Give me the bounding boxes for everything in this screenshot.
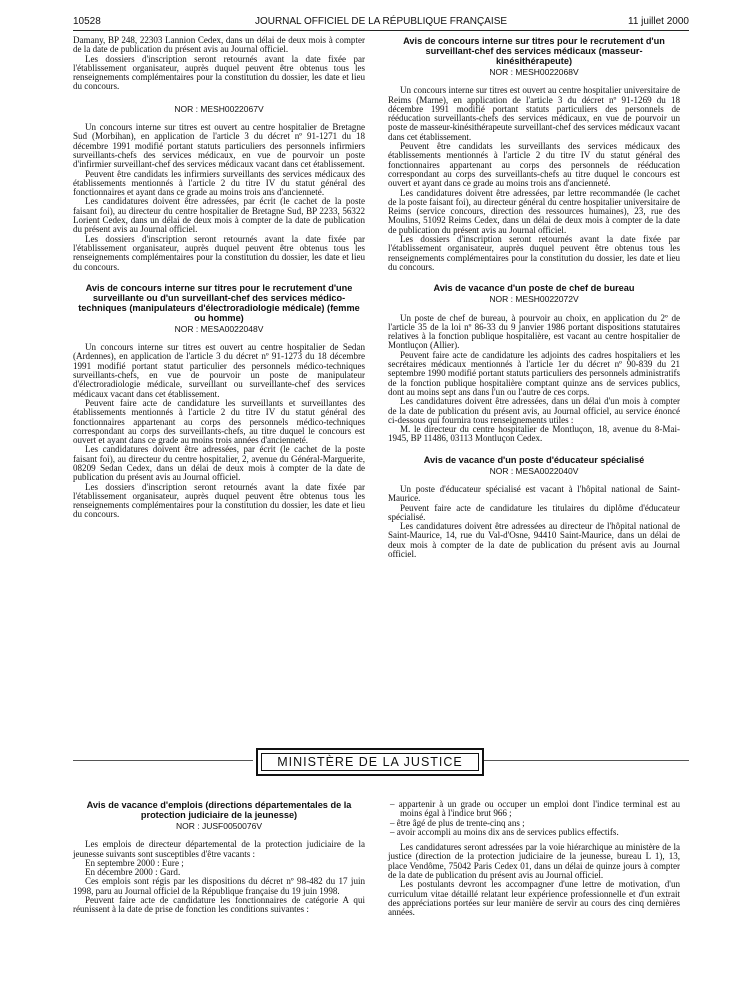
section-title: Avis de vacance d'emplois (directions départementales de la protection judiciaire de la jeunesse): [86, 800, 352, 820]
paragraph: Les postulants devront les accompagner d'une lettre de motivation, d'un curriculum vitae détaillé relatant leur expérience professionnelle et d'un extrait des appréciations portées sur leur manière de servir au cours des cinq dernières années.: [388, 879, 680, 918]
journal-title: JOURNAL OFFICIEL DE LA RÉPUBLIQUE FRANÇAISE: [254, 16, 508, 27]
paragraph: Les candidatures seront adressées par la voie hiérarchique au ministère de la justice (direction de la protection judiciaire de la jeunesse, bureau L 1), 13, place Vendôme, 75042 Paris Cedex 01, dans un délai de quinze jours à compter de la date de publication du présent avis au Journal officiel.: [388, 842, 680, 881]
section-title: Avis de concours interne sur titres pour le recrutement d'un surveillant-chef des services médicaux (masseur-kinésithérapeute): [403, 36, 665, 66]
bottom-right-column: [388, 800, 680, 918]
paragraph: Damany, BP 248, 22303 Lannion Cedex, dans un délai de deux mois à compter de la date de publication du présent avis au Journal officiel.: [73, 35, 365, 55]
nor-reference: NOR : MESA0022048V: [174, 323, 264, 334]
paragraph: M. le directeur du centre hospitalier de Montluçon, 18, avenue du 8-Mai-1945, BP 11486, 03113 Montluçon Cedex.: [388, 424, 680, 444]
ministry-title: MINISTÈRE DE LA JUSTICE: [261, 753, 479, 771]
paragraph: Peuvent faire acte de candidature les fonctionnaires de catégorie A qui réunissent à la date de prise de fonction les conditions suivantes :: [73, 895, 365, 915]
bottom-left-column: [73, 800, 365, 915]
nor-reference: NOR : MESA0022040V: [489, 465, 579, 476]
paragraph: Un concours interne sur titres est ouvert au centre hospitalier de Sedan (Ardennes), en application de l'article 3 du décret nº 91-1273 du 18 décembre 1991 modifié portant statut particulier des personnels médico-techniques surveillants-chefs, en vue de pourvoir un poste de manipulateur d'électroradiologie médicale, surveillant ou surveillante-chef des services médicaux vacant dans cet établissement.: [73, 342, 365, 399]
divider: [484, 760, 689, 761]
nor-reference: NOR : MESH0022068V: [489, 67, 579, 77]
ministry-banner: [256, 748, 484, 776]
paragraph: En décembre 2000 : Gard.: [85, 867, 181, 878]
paragraph: Peuvent faire acte de candidature les adjoints des cadres hospitaliers et les secrétaires médicaux mentionnés à l'article 1er du décret nº 90-839 du 21 septembre 1990 modifié portant statuts particuliers des personnels administratifs de la fonction publique hospitalière comptant quinze ans de services publics, dont au moins sept ans dans l'un ou l'autre de ces corps.: [388, 349, 680, 397]
paragraph: Un concours interne sur titres est ouvert au centre hospitalier de Bretagne Sud (Morbihan), en application de l'article 3 du décret nº 91-1271 du 18 décembre 1991 modifié portant statuts particuliers des personnels infirmiers surveillants-chefs des services médicaux, en vue de pourvoir un poste d'infirmier surveillant-chef des services médicaux vacant dans cet établissement.: [73, 122, 365, 170]
page-header: [73, 14, 689, 31]
paragraph: Peuvent faire acte de candidature les titulaires du diplôme d'éducateur spécialisé.: [388, 502, 680, 522]
paragraph: Les dossiers d'inscription seront retournés avant la date fixée par l'établissement organisateur, auprès duquel peuvent être obtenus tous les renseignements complémentaires pour la constitution du dossier, les date et lieu du concours.: [388, 234, 680, 272]
paragraph: Les candidatures doivent être adressées, par lettre recommandée (le cachet de la poste faisant foi), au directeur général du centre hospitalier universitaire de Reims (service concours, direction des ressources humaines), 23, rue des Moulins, 51092 Reims Cedex, dans un délai de deux mois à compter de la date de publication du présent avis au Journal officiel.: [388, 187, 680, 235]
paragraph: Ces emplois sont régis par les dispositions du décret nº 98-482 du 17 juin 1998, paru au Journal officiel de la République française du 19 juin 1998.: [73, 876, 365, 896]
nor-reference: NOR : JUSF0050076V: [176, 821, 262, 831]
paragraph: Un poste d'éducateur spécialisé est vacant à l'hôpital national de Saint-Maurice.: [388, 483, 680, 504]
nor-reference: NOR : MESH0022072V: [489, 294, 579, 305]
right-column: [388, 36, 680, 559]
paragraph: Les candidatures doivent être adressées, dans un délai d'un mois à compter de la date de publication du présent avis, au Journal officiel, au service énoncé ci-dessous qui fournira tous renseignements utiles :: [388, 396, 680, 425]
list-item: – avoir accompli au moins dix ans de services publics effectifs.: [390, 826, 619, 837]
paragraph: Les dossiers d'inscription seront retournés avant la date fixée par l'établissement organisateur, auprès duquel peuvent être obtenus tous les renseignements complémentaires pour la constitution du dossier, les date et lieu du concours.: [73, 53, 365, 92]
list-item: – être âgé de plus de trente-cinq ans ;: [390, 817, 525, 828]
divider: [73, 760, 253, 761]
page-number: 10528: [73, 16, 101, 27]
paragraph: Les dossiers d'inscription seront retournés avant la date fixée par l'établissement organisateur, auprès duquel peuvent être obtenus tous les renseignements complémentaires pour la constitution du dossier, les date et lieu du concours.: [73, 233, 365, 272]
section-title: Avis de vacance d'un poste de chef de bureau: [433, 283, 635, 294]
section-title: Avis de vacance d'un poste d'éducateur spécialisé: [423, 454, 645, 465]
left-column: [73, 36, 365, 520]
paragraph: Peuvent être candidats les infirmiers surveillants des services médicaux des établissements mentionnés à l'article 2 du titre IV du statut général des fonctionnaires et ayant dans ce grade au moins trois ans d'ancienneté.: [73, 168, 365, 198]
paragraph: Les candidatures doivent être adressées au directeur de l'hôpital national de Saint-Maurice, 14, rue du Val-d'Osne, 94410 Saint-Maurice, dans un délai de deux mois à compter de la date de publication du présent avis au Journal officiel.: [388, 521, 680, 560]
list-item: – appartenir à un grade ou occuper un emploi dont l'indice terminal est au moins égal à l'indice brut 966 ;: [390, 799, 680, 819]
paragraph: Les dossiers d'inscription seront retournés avant la date fixée par l'établissement organisateur, auprès duquel peuvent être obtenus tous les renseignements complémentaires pour la constitution du dossier, les date et lieu du concours.: [73, 481, 365, 520]
issue-date: 11 juillet 2000: [628, 16, 689, 27]
section-title: Avis de concours interne sur titres pour le recrutement d'une surveillante ou d'un surveillant-chef des services médico-techniques (manipulateurs d'électroradiologie médicale) (femme ou homme): [78, 282, 360, 323]
paragraph: En septembre 2000 : Eure ;: [85, 857, 184, 868]
paragraph: Les emplois de directeur départemental de la protection judiciaire de la jeunesse suivants sont susceptibles d'être vacants :: [73, 839, 365, 859]
paragraph: Les candidatures doivent être adressées, par écrit (le cachet de la poste faisant foi), au directeur du centre hospitalier, 2, avenue du Général-Marguerite, 08209 Sedan Cedex, dans un délai de deux mois à compter de la date de publication du présent avis au Journal officiel.: [73, 444, 365, 483]
paragraph: Peuvent être candidats les surveillants des services médicaux des établissements mentionnés à l'article 2 du titre IV du statut général des fonctionnaires appartenant au corps des personnels de rééducation correspondant au corps des surveillants-chefs au titre duquel le concours est ouvert et ayant dans ce grade au moins trois ans d'ancienneté.: [388, 141, 680, 189]
paragraph: Peuvent faire acte de candidature les surveillants et surveillantes des établissements mentionnés à l'article 2 du titre IV du statut général des fonctionnaires appartenant au corps des personnels médico-techniques correspondant au corps des surveillants-chefs, au titre duquel le concours est ouvert et ayant dans ce grade au moins trois années d'ancienneté.: [73, 397, 365, 446]
paragraph: Un concours interne sur titres est ouvert au centre hospitalier universitaire de Reims (Marne), en application de l'article 3 du décret nº 91-1269 du 18 décembre 1991 modifié portant statuts particuliers des personnels de rééducation surveillants-chefs des services médicaux, en vue de pourvoir un poste de masseur-kinésithérapeute surveillant-chef des services médicaux vacant dans cet établissement.: [388, 85, 680, 142]
paragraph: Les candidatures doivent être adressées, par écrit (le cachet de la poste faisant foi), au directeur du centre hospitalier de Bretagne Sud, BP 2233, 56322 Lorient Cedex, dans un délai de deux mois à compter de la date de publication du présent avis au Journal officiel.: [73, 196, 365, 235]
paragraph: Un poste de chef de bureau, à pourvoir au choix, en application du 2º de l'article 35 de la loi nº 86-33 du 9 janvier 1986 portant dispositions statutaires relatives à la fonction publique hospitalière, est vacant au centre hospitalier de Montluçon (Allier).: [388, 312, 680, 351]
nor-reference: NOR : MESH0022067V: [174, 103, 264, 114]
